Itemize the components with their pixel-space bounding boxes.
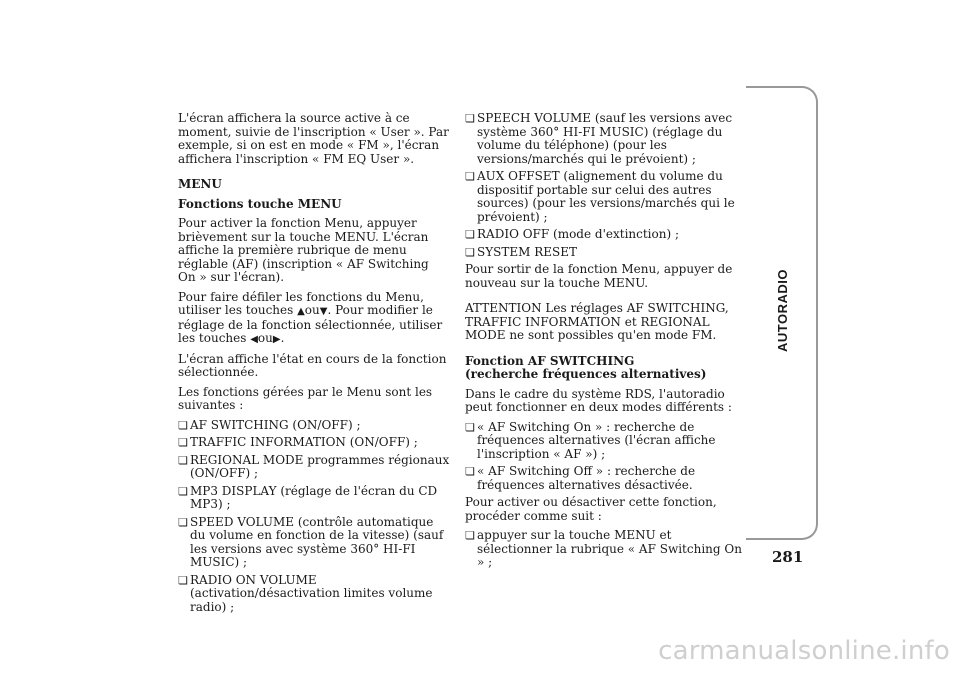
menu-heading: MENU xyxy=(178,177,222,191)
watermark: carmanualsonline.info xyxy=(658,636,950,666)
list-item: ❏ TRAFFIC INFORMATION (ON/OFF) ; xyxy=(178,436,450,450)
page-number: 281 xyxy=(772,548,804,566)
menu-function-list xyxy=(178,419,450,615)
list-item: ❏ RADIO ON VOLUME (activation/désactivation limites volume radio) ; xyxy=(178,574,450,615)
procedure-list xyxy=(465,529,747,570)
list-item: ❏ REGIONAL MODE programmes régionaux (ON/OFF) ; xyxy=(178,454,450,481)
activate-paragraph: Pour activer la fonction Menu, appuyer brièvement sur la touche MENU. L'écran affiche la première rubrique de menu réglable (AF) (inscription « AF Switching On » sur l'écran). xyxy=(178,216,429,284)
af-switching-heading: Fonction AF SWITCHING (recherche fréquences alternatives) xyxy=(465,353,707,381)
exit-paragraph: Pour sortir de la fonction Menu, appuyer de nouveau sur la touche MENU. xyxy=(465,262,733,290)
list-item: ❏ SPEECH VOLUME (sauf les versions avec système 360° HI-FI MUSIC) (réglage du volume du téléphone) (pour les versions/marchés qui le prévoient) ; xyxy=(465,112,747,166)
list-item: ❏ AF SWITCHING (ON/OFF) ; xyxy=(178,419,450,433)
scroll-paragraph: Pour faire défiler les fonctions du Menu, utiliser les touches ▲ou▼. Pour modifier le réglage de la fonction sélectionnée, utiliser les touches ◀ou▶. xyxy=(178,289,443,345)
right-arrow-icon: ▶ xyxy=(272,334,281,345)
section-tab-label: AUTORADIO xyxy=(775,269,790,352)
intro-paragraph: L'écran affichera la source active à ce moment, suivie de l'inscription « User ». Par exemple, si on est en mode « FM », l'écran affichera l'inscription « FM EQ User ». xyxy=(178,111,449,166)
left-column xyxy=(178,112,450,618)
list-item: ❏ MP3 DISPLAY (réglage de l'écran du CD MP3) ; xyxy=(178,485,450,512)
up-arrow-icon: ▲ xyxy=(297,306,305,317)
right-column xyxy=(465,112,747,574)
functions-paragraph: Les fonctions gérées par le Menu sont les suivantes : xyxy=(178,384,433,412)
left-arrow-icon: ◀ xyxy=(250,334,258,345)
list-item: ❏ appuyer sur la touche MENU et sélectionner la rubrique « AF Switching On » ; xyxy=(465,529,747,570)
list-item: ❏ RADIO OFF (mode d'extinction) ; xyxy=(465,228,747,242)
list-item: ❏ SYSTEM RESET xyxy=(465,246,747,260)
toggle-paragraph: Pour activer ou désactiver cette fonction, procéder comme suit : xyxy=(465,495,717,523)
af-mode-list xyxy=(465,421,747,493)
list-item: ❏ SPEED VOLUME (contrôle automatique du volume en fonction de la vitesse) (sauf les versions avec système 360° HI-FI MUSIC) ; xyxy=(178,516,450,570)
rds-paragraph: Dans le cadre du système RDS, l'autoradio peut fonctionner en deux modes différents : xyxy=(465,386,732,414)
attention-paragraph: ATTENTION Les réglages AF SWITCHING, TRAFFIC INFORMATION et REGIONAL MODE ne sont possibles qu'en mode FM. xyxy=(465,301,729,342)
menu-subheading: Fonctions touche MENU xyxy=(178,196,342,211)
down-arrow-icon: ▼ xyxy=(319,306,328,317)
state-paragraph: L'écran affiche l'état en cours de la fonction sélectionnée. xyxy=(178,351,447,379)
list-item: ❏ « AF Switching Off » : recherche de fréquences alternatives désactivée. xyxy=(465,465,747,492)
list-item: ❏ AUX OFFSET (alignement du volume du dispositif portable sur celui des autres sources) (pour les versions/marchés qui le prévoient) ; xyxy=(465,170,747,224)
list-item: ❏ « AF Switching On » : recherche de fréquences alternatives (l'écran affiche l'inscription « AF ») ; xyxy=(465,421,747,462)
menu-function-list-continued xyxy=(465,112,747,259)
